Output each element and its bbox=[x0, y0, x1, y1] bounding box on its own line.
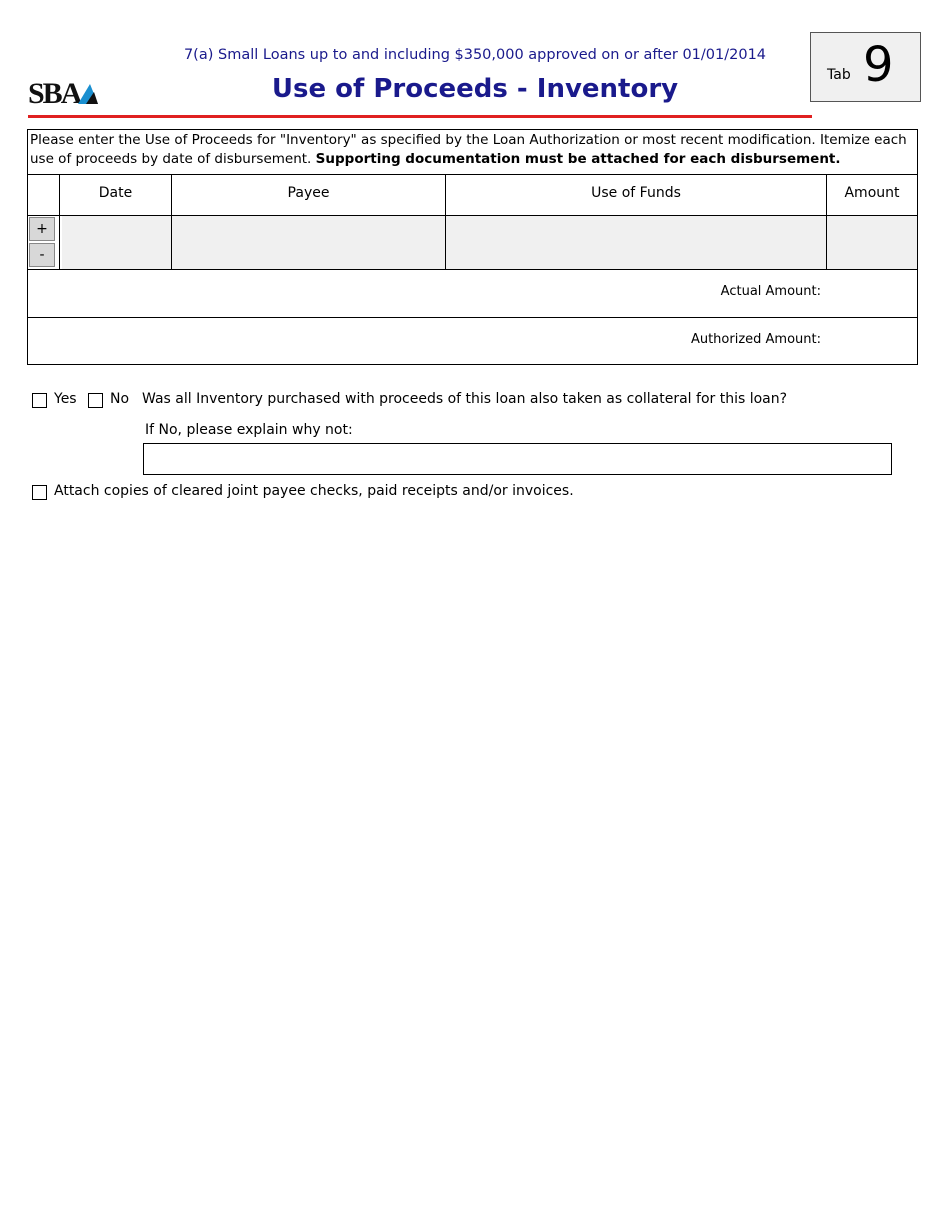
attach-checkbox[interactable] bbox=[32, 485, 47, 500]
column-header-date: Date bbox=[98, 185, 133, 201]
yes-label: Yes bbox=[54, 391, 77, 407]
attach-label: Attach copies of cleared joint payee checks, paid receipts and/or invoices. bbox=[54, 483, 574, 499]
no-label: No bbox=[110, 391, 130, 407]
divider bbox=[28, 174, 917, 175]
instructions bbox=[30, 131, 914, 169]
column-header-use-of-funds: Use of Funds bbox=[591, 185, 681, 201]
remove-row-button[interactable]: - bbox=[29, 243, 55, 267]
tab-indicator bbox=[810, 32, 921, 102]
tab-number: 9 bbox=[863, 37, 894, 93]
payee-field[interactable] bbox=[172, 216, 445, 269]
use-of-funds-field[interactable] bbox=[446, 216, 826, 269]
collateral-question: Was all Inventory purchased with proceeds of this loan also taken as collateral for this loan? bbox=[142, 391, 788, 407]
title-divider bbox=[28, 115, 812, 118]
authorized-amount-label: Authorized Amount: bbox=[690, 332, 821, 347]
no-checkbox[interactable] bbox=[88, 393, 103, 408]
column-header-payee: Payee bbox=[287, 185, 330, 201]
instructions-text: Please enter the Use of Proceeds for "Inventory" as specified by the Loan Authorization or most recent modification. Itemize each use of proceeds by date of disbursement. bbox=[30, 132, 907, 167]
divider bbox=[28, 317, 917, 318]
yes-checkbox[interactable] bbox=[32, 393, 47, 408]
date-field[interactable] bbox=[62, 216, 171, 269]
add-row-button[interactable]: + bbox=[29, 217, 55, 241]
sba-logo-text: SBA bbox=[28, 77, 81, 110]
page-title: Use of Proceeds - Inventory bbox=[271, 74, 679, 104]
tab-label: Tab bbox=[827, 67, 851, 83]
form-subtitle: 7(a) Small Loans up to and including $350,000 approved on or after 01/01/2014 bbox=[183, 47, 767, 63]
actual-amount-label: Actual Amount: bbox=[720, 284, 821, 299]
divider bbox=[28, 269, 917, 270]
explain-label: If No, please explain why not: bbox=[145, 422, 353, 438]
column-header-amount: Amount bbox=[844, 185, 900, 201]
instructions-bold: Supporting documentation must be attached for each disbursement. bbox=[315, 151, 841, 167]
explain-input[interactable] bbox=[143, 443, 892, 475]
amount-field[interactable] bbox=[827, 216, 917, 269]
proceeds-table-frame bbox=[27, 129, 918, 365]
